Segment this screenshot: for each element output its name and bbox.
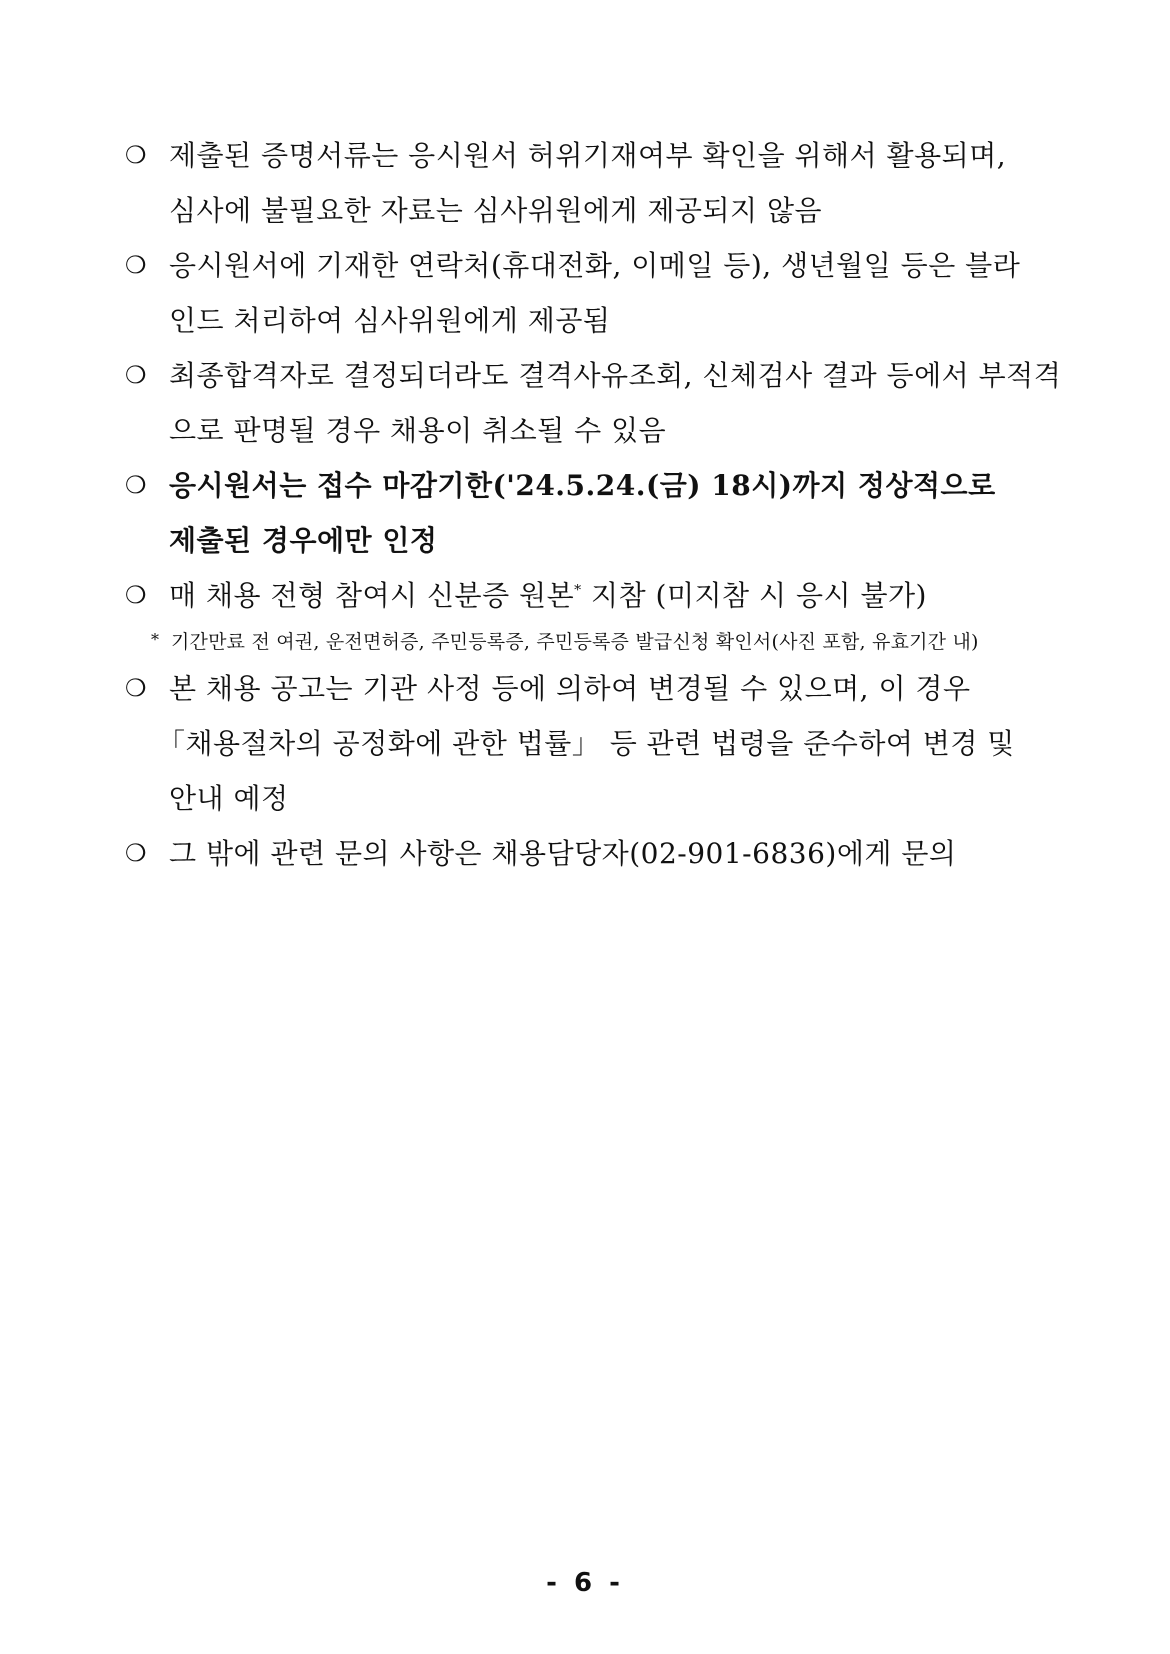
circle-bullet-icon: ❍ xyxy=(125,839,148,867)
item-text-line: 제출된 경우에만 인정 xyxy=(169,524,438,557)
notice-list xyxy=(125,128,1062,881)
list-item xyxy=(125,348,1062,458)
footnote xyxy=(125,623,1055,661)
list-item xyxy=(125,661,1055,826)
page-number: - 6 - xyxy=(546,1568,624,1598)
circle-bullet-icon: ❍ xyxy=(125,141,148,169)
footnote-text: 기간만료 전 여권, 운전면허증, 주민등록증, 주민등록증 발급신청 확인서(사진 포함, 유효기간 내) xyxy=(171,631,979,653)
item-text-line: 으로 판명될 경우 채용이 취소될 수 있음 xyxy=(169,414,667,447)
item-text-line: 본 채용 공고는 기관 사정 등에 의하여 변경될 수 있으며, 이 경우 xyxy=(169,672,971,705)
list-item xyxy=(125,826,1055,881)
list-item-emphasized xyxy=(125,458,1055,568)
item-text-before-mark: 매 채용 전형 참여시 신분증 원본 xyxy=(169,579,575,612)
item-text-line: 인드 처리하여 심사위원에게 제공됨 xyxy=(169,304,611,337)
circle-bullet-icon: ❍ xyxy=(125,581,148,609)
item-text-after-mark: 지참 (미지참 시 응시 불가) xyxy=(581,579,927,612)
circle-bullet-icon: ❍ xyxy=(125,471,148,499)
item-text-line: 응시원서는 접수 마감기한('24.5.24.(금) 18시)까지 정상적으로 xyxy=(169,469,996,502)
item-text-line: 응시원서에 기재한 연락처(휴대전화, 이메일 등), 생년월일 등은 블라 xyxy=(169,249,1021,282)
item-text-line: 최종합격자로 결정되더라도 결격사유조회, 신체검사 결과 등에서 부적격 xyxy=(169,359,1062,392)
item-text-line xyxy=(169,568,1055,623)
item-text-line: 제출된 증명서류는 응시원서 허위기재여부 확인을 위해서 활용되며, xyxy=(169,139,1007,172)
list-item xyxy=(125,568,1055,623)
list-item xyxy=(125,238,1055,348)
footnote-mark: * xyxy=(151,630,160,649)
list-item xyxy=(125,128,1055,238)
item-text-line: 「채용절차의 공정화에 관한 법률」 등 관련 법령을 준수하여 변경 및 xyxy=(157,727,1015,760)
item-text-line: 안내 예정 xyxy=(169,782,289,815)
item-text-line: 그 밖에 관련 문의 사항은 채용담당자(02-901-6836)에게 문의 xyxy=(169,837,957,870)
footnote-reference-mark: * xyxy=(574,582,582,599)
item-text-line: 심사에 불필요한 자료는 심사위원에게 제공되지 않음 xyxy=(169,194,823,227)
circle-bullet-icon: ❍ xyxy=(125,251,148,279)
circle-bullet-icon: ❍ xyxy=(125,361,148,389)
circle-bullet-icon: ❍ xyxy=(125,674,148,702)
